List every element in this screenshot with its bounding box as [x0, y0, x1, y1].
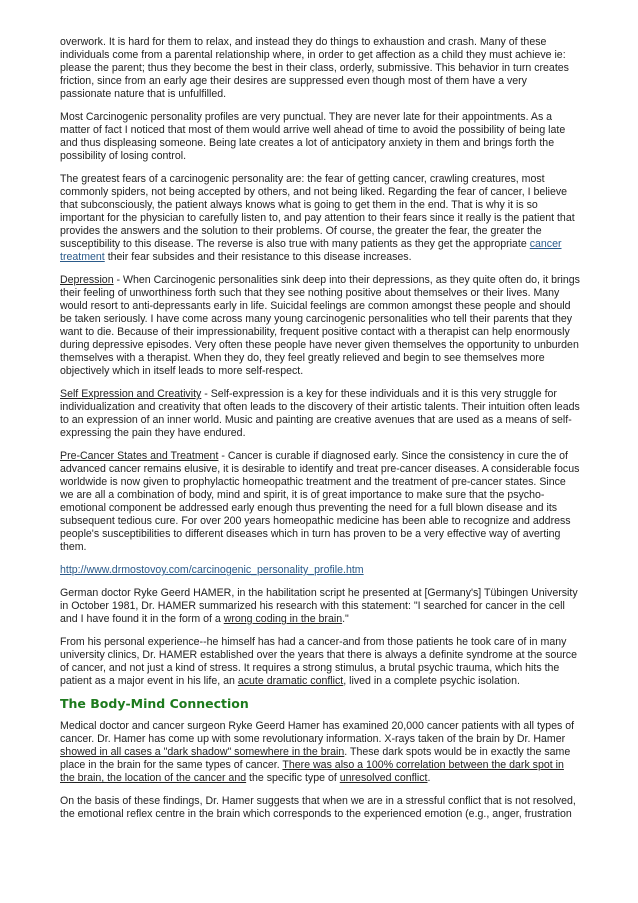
paragraph-source [60, 564, 581, 577]
paragraph-pre-cancer [60, 450, 581, 554]
paragraph-hamer-experience [60, 636, 581, 688]
paragraph-stressful-conflict: On the basis of these findings, Dr. Hamer suggests that when we are in a stressful conflict that is not resolved, the emotional reflex centre in the brain which corresponds to the experienced emotion (e.g., anger, frustration [60, 795, 576, 820]
unresolved-conflict-link[interactable]: unresolved conflict [339, 772, 428, 784]
fears-tail: their fear subsides and their resistance to this disease increases. [104, 251, 412, 263]
correlation-link[interactable]: There was also a 100% correlation between the dark spot in the brain, the location of the cancer and [60, 759, 564, 784]
fears-text: The greatest fears of a carcinogenic personality are: the fear of getting cancer, crawling creatures, most commonly spiders, not being accepted by others, and not being liked. Regarding the fear of cancer, I believe that subconsciously, the patient always knows what is going to get them in the end. That is why it is so important for the physician to carefully listen to, and pay attention to their fears since it really is the patient that provides the answers and the solution to their problems. Of course, the greater the fear, the greater the susceptibility to this disease. The reverse is also true with many patients as they get the appropriate [60, 173, 575, 250]
findings-a: Medical doctor and cancer surgeon Ryke Geerd Hamer has examined 20,000 cancer patients with all types of cancer. Dr. Hamer has come up with some revolutionary information. X-rays taken of the brain by Dr. Hamer [60, 720, 575, 745]
depression-term: Depression [60, 274, 114, 286]
paragraph-self-expression [60, 388, 581, 440]
experience-tail: , lived in a complete psychic isolation. [343, 675, 520, 687]
wrong-coding-link[interactable]: wrong coding in the brain [223, 613, 343, 625]
pre-cancer-term: Pre-Cancer States and Treatment [60, 450, 219, 462]
findings-c: the specific type of [246, 772, 340, 784]
paragraph-punctuality: Most Carcinogenic personality profiles are very punctual. They are never late for their appointments. As a matter of fact I noticed that most of them would arrive well ahead of time to avoid the possibility of being late and thus displeasing someone. Being late creates a lot of anticipatory anxiety in them and brings forth the possibility of losing control. [60, 111, 566, 162]
paragraph-hamer-habilitation [60, 587, 581, 626]
dark-shadow-link[interactable]: showed in all cases a "dark shadow" somewhere in the brain [60, 746, 345, 758]
source-url-link[interactable]: http://www.drmostovoy.com/carcinogenic_personality_profile.htm [60, 564, 364, 576]
pre-cancer-text: - Cancer is curable if diagnosed early. Since the consistency in cure the of advanced cancer remains elusive, it is desirable to identify and treat pre-cancer diseases. A considerable focus worldwide is now given to prophylactic homeopathic treatment and the treatment of pre-cancer states. Since we are all a combination of body, mind and spirit, it is of great importance to make sure that the psycho-emotional component be addressed early enough thus preventing the need for a full blown disease and its subsequent tedious cure. For over 200 years homeopathic medicine has been able to recognize and address people's susceptibilities to different diseases which in turn has proven to be a very effective way of averting them. [60, 450, 580, 553]
findings-b: . These dark spots would be in exactly the same place in the brain for the same types of cancer. [60, 746, 571, 771]
self-expression-term: Self Expression and Creativity [60, 388, 202, 400]
depression-text: - When Carcinogenic personalities sink deep into their depressions, as they quite often do, it brings their feeling of unworthiness forth such that they see nothing positive about themselves or their lives. Many would resort to anti-depressants early in life. Suicidal feelings are common amongst these people and should be taken seriously. I have come across many young carcinogenic personalities who tell their parents that they want to die. Because of their impressionability, frequent positive contact with a therapist can help enormously during depressive episodes. Very often these people have never given themselves the opportunity to unburden themselves with a therapist. When they do, they feel greatly relieved and begin to see themselves more objectively which in itself leads to more self-respect. [60, 274, 580, 377]
paragraph-depression [60, 274, 581, 378]
section-heading-body-mind: The Body-Mind Connection [60, 696, 249, 711]
acute-conflict-link[interactable]: acute dramatic conflict [237, 675, 344, 687]
cancer-treatment-link[interactable]: cancer treatment [60, 238, 562, 263]
document-page [60, 36, 581, 831]
findings-d: . [427, 772, 431, 784]
hamer-tail: ." [342, 613, 349, 625]
self-expression-text: - Self-expression is a key for these individuals and it is this very struggle for individualization and creativity that often leads to the discovery of their artistic talents. Their intuition often leads to an expression of an inner world. Music and painting are creative avenues that are used as a means of self-expressing the pain they have endured. [60, 388, 580, 439]
paragraph-fears [60, 173, 581, 264]
hamer-text: German doctor Ryke Geerd HAMER, in the habilitation script he presented at [Germany's] Tübingen University in October 1981, Dr. HAMER summarized his research with this statement: "I searched for cancer in the cell and I have found it in the form of a [60, 587, 578, 625]
paragraph-overwork: overwork. It is hard for them to relax, and instead they do things to exhaustion and crash. Many of these individuals come from a parental relationship where, in order to get affection as a child they must achieve ie: please the parent; thus they become the best in their class, orderly, submissive. This behavior in turn creates friction, since from an early age their desires are suppressed even though most of them have a very passionate nature that is unfulfilled. [60, 36, 569, 100]
experience-text: From his personal experience--he himself has had a cancer-and from those patients he took care of in many university clinics, Dr. HAMER established over the years that there is always a definite syndrome at the source of cancer, and not just a kind of stress. It requires a strong stimulus, a brutal psychic trauma, which hits the patient as a major event in his life, an [60, 636, 577, 687]
paragraph-hamer-findings [60, 720, 581, 785]
